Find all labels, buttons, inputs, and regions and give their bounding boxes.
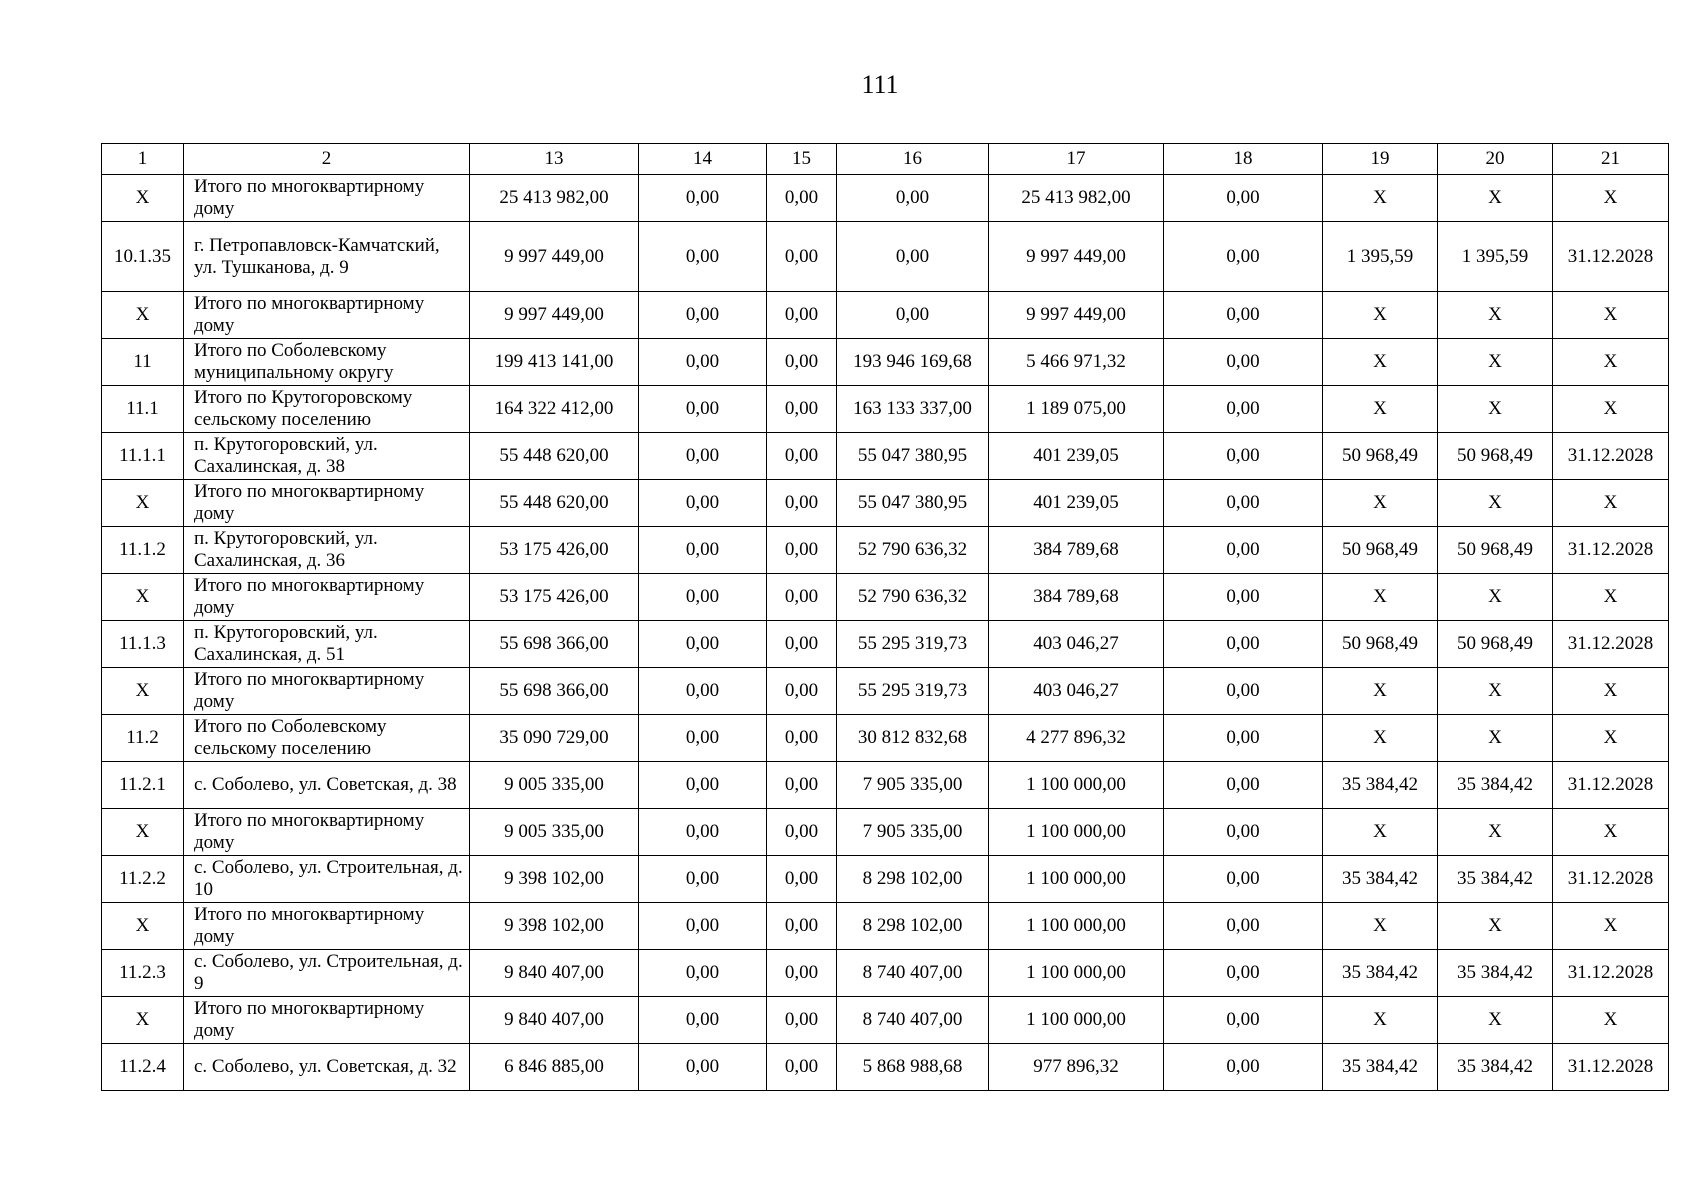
owners-funds-cell: 1 100 000,00 — [989, 762, 1164, 809]
deadline-cell: Х — [1553, 715, 1669, 762]
column-header: 18 — [1164, 144, 1323, 175]
local-budget-cell: 0,00 — [837, 222, 989, 292]
fund-cell: 0,00 — [639, 292, 767, 339]
deadline-cell: Х — [1553, 809, 1669, 856]
max-unit-cost-cell: 50 968,49 — [1438, 621, 1553, 668]
max-unit-cost-cell: Х — [1438, 715, 1553, 762]
other-cell: 0,00 — [1164, 950, 1323, 997]
unit-cost-cell: Х — [1323, 903, 1438, 950]
regional-budget-cell: 0,00 — [767, 856, 837, 903]
max-unit-cost-cell: Х — [1438, 997, 1553, 1044]
total-cost-cell: 164 322 412,00 — [470, 386, 639, 433]
fund-cell: 0,00 — [639, 175, 767, 222]
total-cost-cell: 53 175 426,00 — [470, 574, 639, 621]
regional-budget-cell: 0,00 — [767, 621, 837, 668]
unit-cost-cell: 35 384,42 — [1323, 950, 1438, 997]
deadline-cell: Х — [1553, 480, 1669, 527]
deadline-cell: 31.12.2028 — [1553, 222, 1669, 292]
other-cell: 0,00 — [1164, 856, 1323, 903]
owners-funds-cell: 9 997 449,00 — [989, 292, 1164, 339]
owners-funds-cell: 1 100 000,00 — [989, 997, 1164, 1044]
other-cell: 0,00 — [1164, 292, 1323, 339]
other-cell: 0,00 — [1164, 222, 1323, 292]
unit-cost-cell: Х — [1323, 339, 1438, 386]
local-budget-cell: 8 298 102,00 — [837, 903, 989, 950]
unit-cost-cell: Х — [1323, 715, 1438, 762]
regional-budget-cell: 0,00 — [767, 222, 837, 292]
total-cost-cell: 9 840 407,00 — [470, 950, 639, 997]
total-cost-cell: 9 997 449,00 — [470, 222, 639, 292]
total-cost-cell: 9 997 449,00 — [470, 292, 639, 339]
deadline-cell: Х — [1553, 339, 1669, 386]
deadline-cell: Х — [1553, 903, 1669, 950]
table-row — [102, 339, 1669, 386]
local-budget-cell: 8 740 407,00 — [837, 950, 989, 997]
total-cost-cell: 6 846 885,00 — [470, 1044, 639, 1091]
table-header — [102, 144, 1669, 175]
regional-budget-cell: 0,00 — [767, 668, 837, 715]
other-cell: 0,00 — [1164, 997, 1323, 1044]
row-number-cell: 11.1.1 — [102, 433, 184, 480]
row-number-cell: 11.1.2 — [102, 527, 184, 574]
max-unit-cost-cell: 50 968,49 — [1438, 433, 1553, 480]
data-table — [101, 143, 1669, 1091]
row-number-cell: 11.2.1 — [102, 762, 184, 809]
table-row — [102, 386, 1669, 433]
local-budget-cell: 0,00 — [837, 292, 989, 339]
other-cell: 0,00 — [1164, 339, 1323, 386]
total-cost-cell: 55 448 620,00 — [470, 433, 639, 480]
column-header: 17 — [989, 144, 1164, 175]
address-cell: Итого по многоквартирному дому — [184, 809, 470, 856]
column-header: 2 — [184, 144, 470, 175]
column-header: 20 — [1438, 144, 1553, 175]
total-cost-cell: 9 840 407,00 — [470, 997, 639, 1044]
row-number-cell: 11.2.3 — [102, 950, 184, 997]
row-number-cell: Х — [102, 903, 184, 950]
regional-budget-cell: 0,00 — [767, 950, 837, 997]
fund-cell: 0,00 — [639, 762, 767, 809]
deadline-cell: 31.12.2028 — [1553, 762, 1669, 809]
max-unit-cost-cell: 1 395,59 — [1438, 222, 1553, 292]
local-budget-cell: 193 946 169,68 — [837, 339, 989, 386]
fund-cell: 0,00 — [639, 997, 767, 1044]
fund-cell: 0,00 — [639, 222, 767, 292]
other-cell: 0,00 — [1164, 480, 1323, 527]
table-row — [102, 950, 1669, 997]
regional-budget-cell: 0,00 — [767, 339, 837, 386]
fund-cell: 0,00 — [639, 1044, 767, 1091]
regional-budget-cell: 0,00 — [767, 292, 837, 339]
table-row — [102, 856, 1669, 903]
owners-funds-cell: 1 189 075,00 — [989, 386, 1164, 433]
max-unit-cost-cell: 35 384,42 — [1438, 1044, 1553, 1091]
column-header: 1 — [102, 144, 184, 175]
regional-budget-cell: 0,00 — [767, 809, 837, 856]
total-cost-cell: 55 448 620,00 — [470, 480, 639, 527]
row-number-cell: 11 — [102, 339, 184, 386]
address-cell: п. Крутогоровский, ул. Сахалинская, д. 36 — [184, 527, 470, 574]
regional-budget-cell: 0,00 — [767, 762, 837, 809]
regional-budget-cell: 0,00 — [767, 997, 837, 1044]
unit-cost-cell: 1 395,59 — [1323, 222, 1438, 292]
other-cell: 0,00 — [1164, 1044, 1323, 1091]
row-number-cell: Х — [102, 292, 184, 339]
total-cost-cell: 35 090 729,00 — [470, 715, 639, 762]
address-cell: Итого по Соболевскому муниципальному округу — [184, 339, 470, 386]
address-cell: Итого по многоквартирному дому — [184, 574, 470, 621]
table-row — [102, 222, 1669, 292]
deadline-cell: 31.12.2028 — [1553, 950, 1669, 997]
fund-cell: 0,00 — [639, 433, 767, 480]
unit-cost-cell: 50 968,49 — [1323, 621, 1438, 668]
local-budget-cell: 8 298 102,00 — [837, 856, 989, 903]
owners-funds-cell: 1 100 000,00 — [989, 950, 1164, 997]
other-cell: 0,00 — [1164, 574, 1323, 621]
max-unit-cost-cell: Х — [1438, 480, 1553, 527]
regional-budget-cell: 0,00 — [767, 175, 837, 222]
max-unit-cost-cell: Х — [1438, 292, 1553, 339]
unit-cost-cell: Х — [1323, 292, 1438, 339]
unit-cost-cell: Х — [1323, 997, 1438, 1044]
local-budget-cell: 5 868 988,68 — [837, 1044, 989, 1091]
row-number-cell: 11.2.4 — [102, 1044, 184, 1091]
table-row — [102, 903, 1669, 950]
address-cell: с. Соболево, ул. Строительная, д. 10 — [184, 856, 470, 903]
owners-funds-cell: 977 896,32 — [989, 1044, 1164, 1091]
address-cell: с. Соболево, ул. Советская, д. 38 — [184, 762, 470, 809]
deadline-cell: Х — [1553, 175, 1669, 222]
owners-funds-cell: 4 277 896,32 — [989, 715, 1164, 762]
owners-funds-cell: 403 046,27 — [989, 621, 1164, 668]
max-unit-cost-cell: Х — [1438, 175, 1553, 222]
other-cell: 0,00 — [1164, 527, 1323, 574]
deadline-cell: 31.12.2028 — [1553, 621, 1669, 668]
fund-cell: 0,00 — [639, 339, 767, 386]
row-number-cell: Х — [102, 175, 184, 222]
max-unit-cost-cell: Х — [1438, 574, 1553, 621]
table-row — [102, 809, 1669, 856]
local-budget-cell: 52 790 636,32 — [837, 574, 989, 621]
owners-funds-cell: 401 239,05 — [989, 480, 1164, 527]
unit-cost-cell: 35 384,42 — [1323, 1044, 1438, 1091]
row-number-cell: 11.2 — [102, 715, 184, 762]
deadline-cell: 31.12.2028 — [1553, 527, 1669, 574]
row-number-cell: 11.1.3 — [102, 621, 184, 668]
other-cell: 0,00 — [1164, 175, 1323, 222]
max-unit-cost-cell: 50 968,49 — [1438, 527, 1553, 574]
max-unit-cost-cell: Х — [1438, 668, 1553, 715]
owners-funds-cell: 403 046,27 — [989, 668, 1164, 715]
owners-funds-cell: 25 413 982,00 — [989, 175, 1164, 222]
max-unit-cost-cell: Х — [1438, 386, 1553, 433]
fund-cell: 0,00 — [639, 856, 767, 903]
owners-funds-cell: 5 466 971,32 — [989, 339, 1164, 386]
regional-budget-cell: 0,00 — [767, 574, 837, 621]
max-unit-cost-cell: 35 384,42 — [1438, 762, 1553, 809]
column-header: 21 — [1553, 144, 1669, 175]
unit-cost-cell: 35 384,42 — [1323, 856, 1438, 903]
other-cell: 0,00 — [1164, 433, 1323, 480]
other-cell: 0,00 — [1164, 809, 1323, 856]
local-budget-cell: 7 905 335,00 — [837, 809, 989, 856]
unit-cost-cell: 50 968,49 — [1323, 527, 1438, 574]
address-cell: г. Петропавловск-Камчатский, ул. Тушканова, д. 9 — [184, 222, 470, 292]
address-cell: Итого по многоквартирному дому — [184, 668, 470, 715]
row-number-cell: 11.2.2 — [102, 856, 184, 903]
fund-cell: 0,00 — [639, 950, 767, 997]
fund-cell: 0,00 — [639, 574, 767, 621]
row-number-cell: Х — [102, 480, 184, 527]
deadline-cell: Х — [1553, 292, 1669, 339]
address-cell: Итого по многоквартирному дому — [184, 480, 470, 527]
max-unit-cost-cell: Х — [1438, 809, 1553, 856]
page-number: 111 — [861, 70, 899, 99]
table-row — [102, 668, 1669, 715]
table-row — [102, 621, 1669, 668]
local-budget-cell: 163 133 337,00 — [837, 386, 989, 433]
deadline-cell: 31.12.2028 — [1553, 433, 1669, 480]
total-cost-cell: 9 398 102,00 — [470, 856, 639, 903]
owners-funds-cell: 1 100 000,00 — [989, 903, 1164, 950]
local-budget-cell: 30 812 832,68 — [837, 715, 989, 762]
local-budget-cell: 55 047 380,95 — [837, 480, 989, 527]
regional-budget-cell: 0,00 — [767, 903, 837, 950]
table-row — [102, 527, 1669, 574]
other-cell: 0,00 — [1164, 903, 1323, 950]
header-row — [102, 144, 1669, 175]
local-budget-cell: 52 790 636,32 — [837, 527, 989, 574]
table-row — [102, 997, 1669, 1044]
table-body — [102, 175, 1669, 1091]
total-cost-cell: 9 398 102,00 — [470, 903, 639, 950]
row-number-cell: 11.1 — [102, 386, 184, 433]
other-cell: 0,00 — [1164, 668, 1323, 715]
deadline-cell: 31.12.2028 — [1553, 856, 1669, 903]
local-budget-cell: 55 047 380,95 — [837, 433, 989, 480]
owners-funds-cell: 1 100 000,00 — [989, 856, 1164, 903]
other-cell: 0,00 — [1164, 621, 1323, 668]
owners-funds-cell: 401 239,05 — [989, 433, 1164, 480]
column-header: 13 — [470, 144, 639, 175]
regional-budget-cell: 0,00 — [767, 715, 837, 762]
column-header: 15 — [767, 144, 837, 175]
address-cell: с. Соболево, ул. Советская, д. 32 — [184, 1044, 470, 1091]
column-header: 19 — [1323, 144, 1438, 175]
total-cost-cell: 199 413 141,00 — [470, 339, 639, 386]
regional-budget-cell: 0,00 — [767, 1044, 837, 1091]
deadline-cell: Х — [1553, 997, 1669, 1044]
table-row — [102, 574, 1669, 621]
regional-budget-cell: 0,00 — [767, 480, 837, 527]
unit-cost-cell: 35 384,42 — [1323, 762, 1438, 809]
total-cost-cell: 9 005 335,00 — [470, 762, 639, 809]
local-budget-cell: 8 740 407,00 — [837, 997, 989, 1044]
other-cell: 0,00 — [1164, 715, 1323, 762]
owners-funds-cell: 9 997 449,00 — [989, 222, 1164, 292]
local-budget-cell: 0,00 — [837, 175, 989, 222]
table-row — [102, 480, 1669, 527]
max-unit-cost-cell: 35 384,42 — [1438, 950, 1553, 997]
owners-funds-cell: 384 789,68 — [989, 527, 1164, 574]
address-cell: п. Крутогоровский, ул. Сахалинская, д. 51 — [184, 621, 470, 668]
deadline-cell: Х — [1553, 574, 1669, 621]
fund-cell: 0,00 — [639, 668, 767, 715]
fund-cell: 0,00 — [639, 715, 767, 762]
row-number-cell: 10.1.35 — [102, 222, 184, 292]
max-unit-cost-cell: Х — [1438, 339, 1553, 386]
deadline-cell: 31.12.2028 — [1553, 1044, 1669, 1091]
unit-cost-cell: Х — [1323, 480, 1438, 527]
address-cell: с. Соболево, ул. Строительная, д. 9 — [184, 950, 470, 997]
owners-funds-cell: 1 100 000,00 — [989, 809, 1164, 856]
unit-cost-cell: Х — [1323, 386, 1438, 433]
table-row — [102, 292, 1669, 339]
regional-budget-cell: 0,00 — [767, 433, 837, 480]
total-cost-cell: 25 413 982,00 — [470, 175, 639, 222]
address-cell: Итого по многоквартирному дому — [184, 997, 470, 1044]
max-unit-cost-cell: 35 384,42 — [1438, 856, 1553, 903]
fund-cell: 0,00 — [639, 621, 767, 668]
other-cell: 0,00 — [1164, 386, 1323, 433]
column-header: 16 — [837, 144, 989, 175]
row-number-cell: Х — [102, 668, 184, 715]
fund-cell: 0,00 — [639, 903, 767, 950]
total-cost-cell: 9 005 335,00 — [470, 809, 639, 856]
fund-cell: 0,00 — [639, 480, 767, 527]
table-row — [102, 175, 1669, 222]
max-unit-cost-cell: Х — [1438, 903, 1553, 950]
unit-cost-cell: Х — [1323, 574, 1438, 621]
table-row — [102, 433, 1669, 480]
total-cost-cell: 55 698 366,00 — [470, 668, 639, 715]
table-row — [102, 715, 1669, 762]
local-budget-cell: 55 295 319,73 — [837, 621, 989, 668]
regional-budget-cell: 0,00 — [767, 527, 837, 574]
local-budget-cell: 7 905 335,00 — [837, 762, 989, 809]
address-cell: п. Крутогоровский, ул. Сахалинская, д. 38 — [184, 433, 470, 480]
address-cell: Итого по Крутогоровскому сельскому поселению — [184, 386, 470, 433]
fund-cell: 0,00 — [639, 527, 767, 574]
row-number-cell: Х — [102, 997, 184, 1044]
fund-cell: 0,00 — [639, 809, 767, 856]
deadline-cell: Х — [1553, 386, 1669, 433]
total-cost-cell: 55 698 366,00 — [470, 621, 639, 668]
total-cost-cell: 53 175 426,00 — [470, 527, 639, 574]
column-header: 14 — [639, 144, 767, 175]
owners-funds-cell: 384 789,68 — [989, 574, 1164, 621]
address-cell: Итого по многоквартирному дому — [184, 903, 470, 950]
unit-cost-cell: 50 968,49 — [1323, 433, 1438, 480]
row-number-cell: Х — [102, 809, 184, 856]
unit-cost-cell: Х — [1323, 809, 1438, 856]
address-cell: Итого по многоквартирному дому — [184, 175, 470, 222]
local-budget-cell: 55 295 319,73 — [837, 668, 989, 715]
row-number-cell: Х — [102, 574, 184, 621]
deadline-cell: Х — [1553, 668, 1669, 715]
address-cell: Итого по Соболевскому сельскому поселению — [184, 715, 470, 762]
address-cell: Итого по многоквартирному дому — [184, 292, 470, 339]
table-row — [102, 1044, 1669, 1091]
unit-cost-cell: Х — [1323, 175, 1438, 222]
fund-cell: 0,00 — [639, 386, 767, 433]
other-cell: 0,00 — [1164, 762, 1323, 809]
table-row — [102, 762, 1669, 809]
unit-cost-cell: Х — [1323, 668, 1438, 715]
regional-budget-cell: 0,00 — [767, 386, 837, 433]
